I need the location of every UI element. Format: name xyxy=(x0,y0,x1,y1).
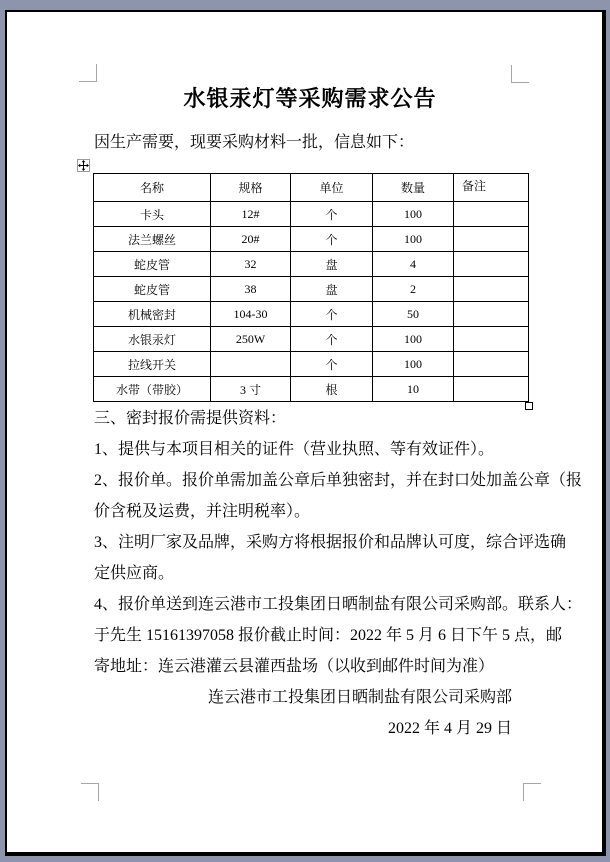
cell-name[interactable]: 水银汞灯 xyxy=(94,327,211,352)
move-icon xyxy=(78,160,89,171)
intro-paragraph[interactable]: 因生产需要，现要采购材料一批，信息如下： xyxy=(94,134,415,151)
materials-table xyxy=(93,173,529,402)
header-remark[interactable]: 备注 xyxy=(454,174,529,202)
table-row xyxy=(94,327,529,352)
cell-remark[interactable] xyxy=(454,252,529,277)
cell-spec[interactable]: 3 寸 xyxy=(211,377,291,402)
cell-unit[interactable]: 个 xyxy=(291,227,373,252)
paragraph-line[interactable]: 价含税及运费，并注明税率）。 xyxy=(94,503,311,520)
cell-qty[interactable]: 50 xyxy=(373,302,454,327)
cell-spec[interactable]: 38 xyxy=(211,277,291,302)
cell-qty[interactable]: 100 xyxy=(373,352,454,377)
margin-crop-mark-bottom-left xyxy=(81,783,99,801)
document-page[interactable] xyxy=(5,10,606,856)
paragraph-line[interactable]: 于先生 15161397058 报价截止时间：2022 年 5 月 6 日下午 5 点，邮 xyxy=(94,627,563,644)
cell-qty[interactable]: 2 xyxy=(373,277,454,302)
cell-unit[interactable]: 个 xyxy=(291,352,373,377)
cell-qty[interactable]: 100 xyxy=(373,327,454,352)
cell-remark[interactable] xyxy=(454,327,529,352)
table-row xyxy=(94,202,529,227)
table-row xyxy=(94,227,529,252)
cell-unit[interactable]: 个 xyxy=(291,202,373,227)
cell-spec[interactable]: 20# xyxy=(211,227,291,252)
cell-name[interactable]: 蛇皮管 xyxy=(94,252,211,277)
cell-qty[interactable]: 100 xyxy=(373,227,454,252)
table-row xyxy=(94,302,529,327)
cell-unit[interactable]: 个 xyxy=(291,327,373,352)
cell-spec[interactable]: 12# xyxy=(211,202,291,227)
cell-qty[interactable]: 100 xyxy=(373,202,454,227)
cell-spec[interactable]: 104-30 xyxy=(211,302,291,327)
table-row xyxy=(94,277,529,302)
cell-remark[interactable] xyxy=(454,377,529,402)
cell-qty[interactable]: 4 xyxy=(373,252,454,277)
margin-crop-mark-bottom-right xyxy=(523,783,541,801)
cell-name[interactable]: 水带（带胶） xyxy=(94,377,211,402)
header-spec[interactable]: 规格 xyxy=(211,174,291,202)
paragraph-line[interactable]: 1、提供与本项目相关的证件（营业执照、等有效证件）。 xyxy=(94,441,495,458)
cell-spec[interactable]: 32 xyxy=(211,252,291,277)
cell-name[interactable]: 法兰螺丝 xyxy=(94,227,211,252)
margin-crop-mark-top-left xyxy=(79,64,97,82)
table-move-handle[interactable] xyxy=(77,159,90,172)
table-header-row xyxy=(94,174,529,202)
cell-unit[interactable]: 个 xyxy=(291,302,373,327)
paragraph-line[interactable]: 寄地址：连云港灌云县灌西盐场（以收到邮件时间为准） xyxy=(94,658,495,675)
cell-remark[interactable] xyxy=(454,277,529,302)
date-line[interactable]: 2022 年 4 月 29 日 xyxy=(387,720,512,737)
cell-qty[interactable]: 10 xyxy=(373,377,454,402)
table-row xyxy=(94,352,529,377)
paragraph-line[interactable]: 三、密封报价需提供资料： xyxy=(94,410,287,427)
cell-spec[interactable]: 250W xyxy=(211,327,291,352)
cell-name[interactable]: 机械密封 xyxy=(94,302,211,327)
cell-remark[interactable] xyxy=(454,352,529,377)
header-qty[interactable]: 数量 xyxy=(373,174,454,202)
header-name[interactable]: 名称 xyxy=(94,174,211,202)
body-text xyxy=(94,403,583,744)
paragraph-line[interactable]: 定供应商。 xyxy=(94,565,175,582)
cell-unit[interactable]: 根 xyxy=(291,377,373,402)
header-unit[interactable]: 单位 xyxy=(291,174,373,202)
document-title[interactable]: 水银汞灯等采购需求公告 xyxy=(183,86,437,111)
cell-unit[interactable]: 盘 xyxy=(291,252,373,277)
cell-name[interactable]: 卡头 xyxy=(94,202,211,227)
cell-remark[interactable] xyxy=(454,202,529,227)
cell-spec[interactable] xyxy=(211,352,291,377)
cell-remark[interactable] xyxy=(454,227,529,252)
table-row xyxy=(94,252,529,277)
table-row xyxy=(94,377,529,402)
margin-crop-mark-top-right xyxy=(511,65,529,83)
signature-line[interactable]: 连云港市工投集团日晒制盐有限公司采购部 xyxy=(207,689,512,706)
paragraph-line[interactable]: 2、报价单。报价单需加盖公章后单独密封，并在封口处加盖公章（报 xyxy=(94,472,583,489)
cell-name[interactable]: 蛇皮管 xyxy=(94,277,211,302)
cell-remark[interactable] xyxy=(454,302,529,327)
table-resize-handle[interactable] xyxy=(525,402,533,410)
cell-unit[interactable]: 盘 xyxy=(291,277,373,302)
paragraph-line[interactable]: 3、注明厂家及品牌，采购方将根据报价和品牌认可度，综合评选确 xyxy=(94,534,567,551)
cell-name[interactable]: 拉线开关 xyxy=(94,352,211,377)
paragraph-line[interactable]: 4、报价单送到连云港市工投集团日晒制盐有限公司采购部。联系人： xyxy=(94,596,583,613)
